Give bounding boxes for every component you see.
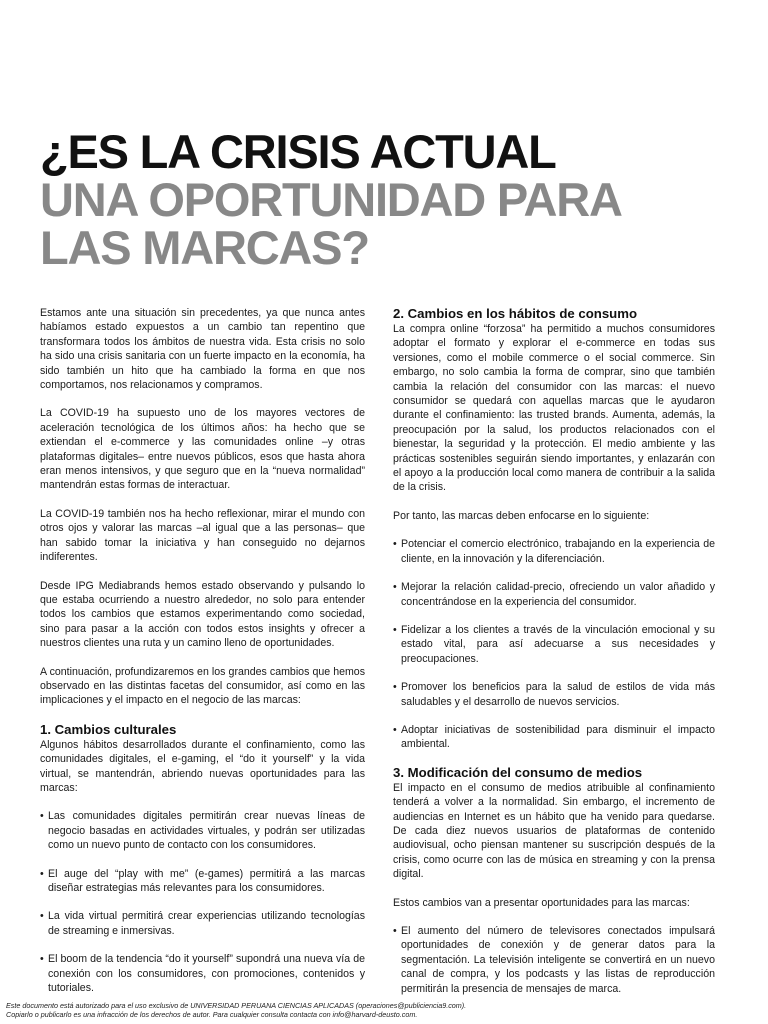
right-column [393,306,715,1009]
paragraph: A continuación, profundizaremos en los grandes cambios que hemos observado en las distintas facetas del consumidor, así como en las implicaciones y el impacto en el negocio de las marcas: [40,665,365,707]
section-heading-cultural: 1. Cambios culturales [40,721,177,737]
paragraph: La COVID-19 también nos ha hecho reflexionar, mirar el mundo con otros ojos y valorar las marcas –al igual que a las personas– que han sabido tomar la iniciativa y han conseguido no dejarnos indiferentes. [40,507,365,564]
bullet-list [40,809,365,995]
list-item: • Mejorar la relación calidad-precio, ofreciendo un valor añadido y concentrándose en la experiencia del consumidor. [393,580,715,609]
list-item: • El aumento del número de televisores conectados impulsará oportunidades de conexión y de generar datos para la segmentación. La televisión inteligente se convertirá en un nuevo canal de compra, y los podcasts y las listas de reproducción permitirán la presencia de mensajes de marca. [393,924,715,996]
copyright-footer [6,1001,762,1019]
paragraph: La compra online “forzosa” ha permitido a muchos consumidores adoptar el formato y explorar el e-commerce en todas sus versiones, como el mobile commerce o el social commerce. Sin embargo, no solo cambia la forma de comprar, sino que también cambia la relación del consumidor con las marcas: el nuevo consumidor se quedará con aquellas marcas que le ayudaron durante el confinamiento: las trusted brands. Aumenta, además, la preocupación por la salud, los productos relacionados con el bienestar, la seguridad y la protección. El medio ambiente y las prácticas sostenibles seguirán siendo importantes, y enlazarán con el apoyo a la producción local como manera de contribuir a la salida de la crisis. [393,323,715,494]
list-item: • La vida virtual permitirá crear experiencias utilizando tecnologías de streaming e inmersivas. [40,909,365,938]
list-item: • El boom de la tendencia “do it yourself” supondrá una nueva vía de conexión con los consumidores, con promociones, contenidos y tutoriales. [40,952,365,995]
paragraph: Desde IPG Mediabrands hemos estado observando y pulsando lo que estaba ocurriendo a nuestro alrededor, no solo para entender todos los cambios que estamos experimentando como sociedad, sino para pasar a la acción con todos estos insights y ofrecer a nuestros clientes una ruta y un camino lleno de oportunidades. [40,579,365,650]
paragraph: La COVID-19 ha supuesto uno de los mayores vectores de aceleración tecnológica de los últimos años: ha hecho que se extiendan el e-commerce y las comunidades online –y otras plataformas digitales– entre nuevos públicos, esos que hasta ahora eran menos intensivos, y que seguro que en la “nueva normalidad” mantendrán estas formas de interactuar. [40,407,365,492]
article-title [40,125,740,274]
bullet-list [393,924,715,996]
list-item: • Adoptar iniciativas de sostenibilidad para disminuir el impacto ambiental. [393,723,715,752]
footer-line: Copiarlo o publicarlo es una infracción de los derechos de autor. Para cualquier consulta contacta con info@harvard-deusto.com. [6,1010,418,1019]
list-item: • Las comunidades digitales permitirán crear nuevas líneas de negocio basadas en actividades virtuales, y podrán ser utilizadas como un nuevo punto de contacto con los consumidores. [40,809,365,852]
section-heading-media: 3. Modificación del consumo de medios [393,764,643,780]
bullet-list [393,537,715,751]
list-item: • Promover los beneficios para la salud de estilos de vida más saludables y el desarrollo de nuevos servicios. [393,680,715,709]
paragraph: El impacto en el consumo de medios atribuible al confinamiento tenderá a volver a la normalidad. Sin embargo, el incremento de audiencias en Internet es un hábito que ha venido para quedarse. De cada diez nuevos usuarios de plataformas de contenido audiovisual, ocho piensan mantener su suscripción después de la crisis, como ocurre con las de música en streaming y con la prensa digital. [393,781,715,881]
title-line-2: UNA OPORTUNIDAD PARA [40,173,622,226]
footer-line: Este documento está autorizado para el uso exclusivo de UNIVERSIDAD PERUANA CIENCIAS APLICADAS (operaciones@publiciencia9.com). [6,1001,467,1010]
title-line-3: LAS MARCAS? [40,221,369,274]
list-item: • Fidelizar a los clientes a través de la vinculación emocional y su estado vital, para así adecuarse a sus necesidades y preocupaciones. [393,623,715,666]
paragraph: Estamos ante una situación sin precedentes, ya que nunca antes habíamos estado expuestos a un cambio tan repentino que transformara todos los ámbitos de nuestra vida. Esta crisis no solo ha sido una crisis sanitaria con un fuerte impacto en la economía, ha sido también un hito que ha cambiado la forma en que nos comportamos, nos relacionamos y compramos. [40,307,365,392]
section-heading-consumption: 2. Cambios en los hábitos de consumo [393,306,638,321]
paragraph: Estos cambios van a presentar oportunidades para las marcas: [393,896,690,909]
paragraph: Algunos hábitos desarrollados durante el confinamiento, como las comunidades digitales, el e-gaming, el “do it yourself” y la vida virtual, se mantendrán, abriendo nuevas oportunidades para las marcas: [40,738,365,794]
left-column [40,306,365,1008]
title-line-1: ¿ES LA CRISIS ACTUAL [40,125,556,178]
list-item: • Potenciar el comercio electrónico, trabajando en la experiencia de cliente, en la innovación y la diferenciación. [393,537,715,566]
paragraph: Por tanto, las marcas deben enfocarse en lo siguiente: [393,509,650,522]
list-item: • El auge del “play with me” (e-games) permitirá a las marcas diseñar estrategias más relevantes para los consumidores. [40,867,365,896]
